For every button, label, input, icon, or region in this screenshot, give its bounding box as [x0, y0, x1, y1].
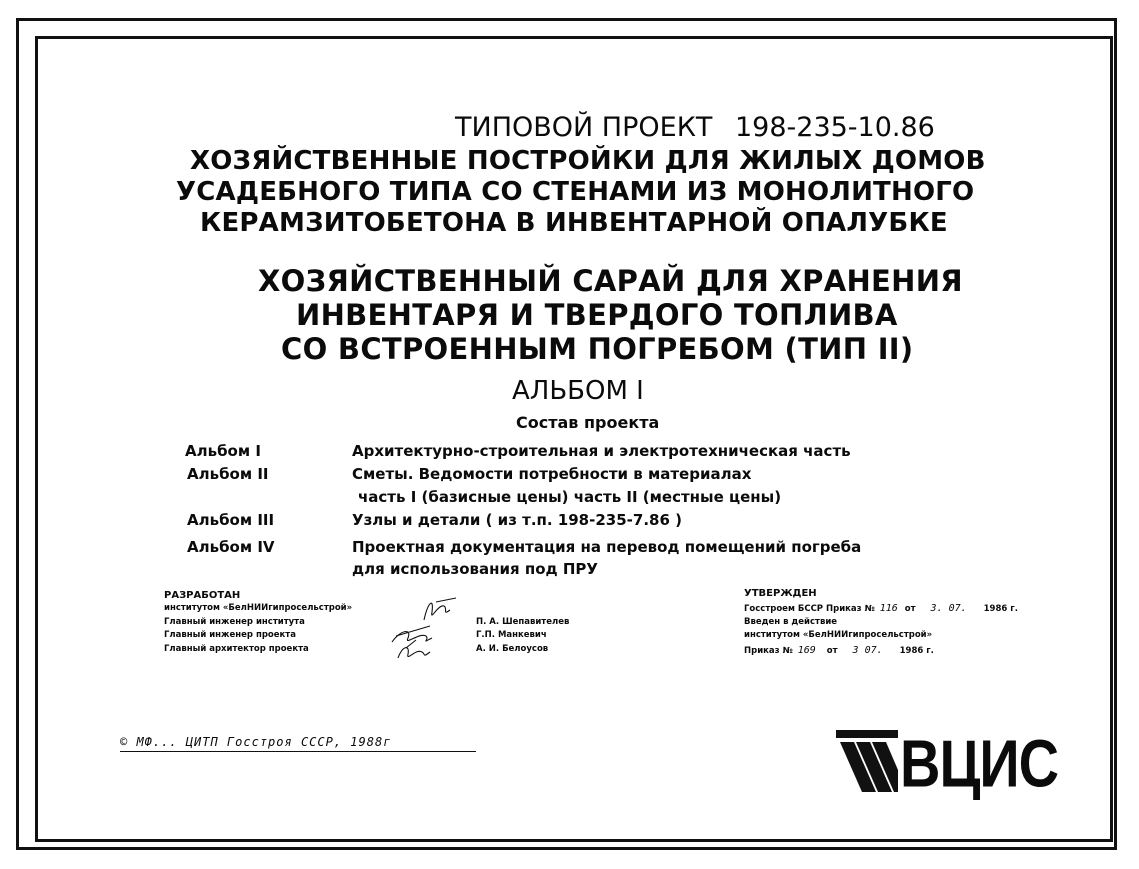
approved-heading: УТВЕРЖДЕН: [744, 588, 817, 599]
approved-year-1: 1986 г.: [983, 604, 1018, 614]
album-4-name: Альбом IV: [187, 538, 275, 556]
album-3-name: Альбом III: [187, 511, 275, 529]
title-line-2: УСАДЕБНОГО ТИПА СО СТЕНАМИ ИЗ МОНОЛИТНОГО: [176, 177, 975, 207]
typical-project-number: 198-235-10.86: [735, 112, 935, 143]
name-3: А. И. Белоусов: [476, 644, 549, 654]
vcis-logo-icon: [836, 730, 900, 792]
album-4-desc-1: Проектная документация на перевод помещений погреба: [352, 538, 862, 556]
developed-heading: РАЗРАБОТАН: [164, 590, 241, 601]
approved-from-2: от: [826, 646, 838, 656]
logo-text: ВЦИС: [900, 725, 1059, 801]
title-line-3: КЕРАМЗИТОБЕТОНА В ИНВЕНТАРНОЙ ОПАЛУБКЕ: [200, 208, 948, 238]
role-2: Главный инженер проекта: [164, 630, 296, 640]
approved-line-1-text: Госстроем БССР Приказ №: [744, 604, 875, 614]
developed-institute: институтом «БелНИИгипросельстрой»: [164, 603, 353, 613]
album-4-desc-2: для использования под ПРУ: [352, 560, 598, 578]
role-3: Главный архитектор проекта: [164, 644, 309, 654]
composition-heading: Состав проекта: [516, 413, 660, 432]
album-2-desc-1: Сметы. Ведомости потребности в материалах: [352, 465, 752, 483]
copyright-underline: [120, 751, 476, 752]
title-line-1: ХОЗЯЙСТВЕННЫЕ ПОСТРОЙКИ ДЛЯ ЖИЛЫХ ДОМОВ: [190, 146, 986, 176]
approved-order-number: 116: [879, 603, 898, 614]
approved-date-2: 3 07.: [852, 645, 883, 656]
name-1: П. А. Шепавителев: [476, 617, 570, 627]
approved-from-1: от: [904, 604, 916, 614]
signatures: [386, 592, 470, 664]
subtitle-line-1: ХОЗЯЙСТВЕННЫЙ САРАЙ ДЛЯ ХРАНЕНИЯ: [258, 264, 963, 298]
approved-line-4-text: Приказ №: [744, 646, 793, 656]
subtitle-line-3: СО ВСТРОЕННЫМ ПОГРЕБОМ (ТИП II): [281, 332, 914, 366]
subtitle-line-2: ИНВЕНТАРЯ И ТВЕРДОГО ТОПЛИВА: [296, 298, 898, 332]
name-2: Г.П. Манкевич: [476, 630, 547, 640]
approved-line-2: Введен в действие: [744, 617, 838, 627]
typical-project-label: ТИПОВОЙ ПРОЕКТ: [455, 112, 713, 143]
approved-date-1: 3. 07.: [930, 603, 967, 614]
album-title: АЛЬБОМ I: [512, 376, 644, 406]
role-1: Главный инженер института: [164, 617, 305, 627]
approved-line-4: [744, 645, 934, 656]
approved-line-1: [744, 603, 1018, 614]
approved-year-2: 1986 г.: [899, 646, 934, 656]
album-2-desc-2: часть I (базисные цены) часть II (местные цены): [358, 488, 782, 506]
album-2-name: Альбом II: [187, 465, 269, 483]
album-3-desc: Узлы и детали ( из т.п. 198-235-7.86 ): [352, 511, 682, 529]
copyright-stamp: © МФ... ЦИТП Госстроя СССР, 1988г: [120, 735, 392, 749]
album-1-name: Альбом I: [185, 442, 261, 460]
album-1-desc: Архитектурно-строительная и электротехническая часть: [352, 442, 851, 460]
approved-line-3: институтом «БелНИИгипросельстрой»: [744, 630, 933, 640]
approved-order-number-2: 169: [797, 645, 816, 656]
